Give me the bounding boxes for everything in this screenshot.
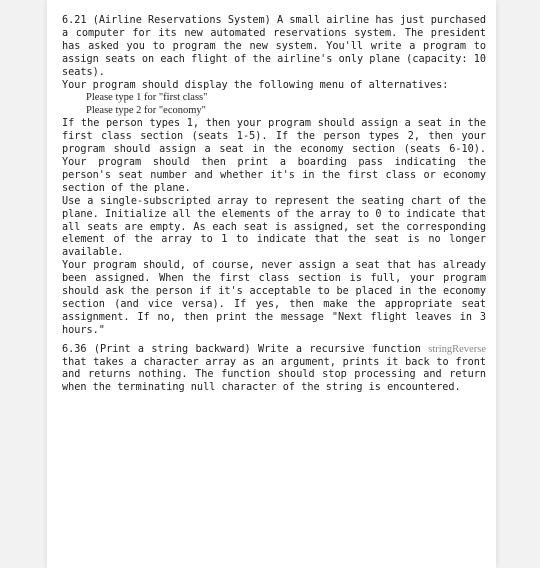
document-page [47, 0, 496, 568]
assignment-paragraph: If the person types 1, then your program should assign a seat in the first class section (seats 1-5). If the person types 2, then your program should assign a seat in the economy section (seats 6-10). Your program should then print a boarding pass indicating the person's seat number and whether it's in the first class or economy section of the plane. [62, 118, 486, 194]
problem-6-36-rest: that takes a character array as an argument, prints it back to front and returns nothing. The function should stop processing and return when the terminating null character of the string is encountered. [62, 356, 486, 394]
menu-intro: Your program should display the following menu of alternatives: [62, 79, 449, 91]
menu-option-economy: Please type 2 for "economy" [86, 105, 206, 117]
array-paragraph: Use a single-subscripted array to represent the seating chart of the plane. Initialize all the elements of the array to 0 to indicate that all seats are empty. As each seat is assigned, set the corresponding element of the array to 1 to indicate that the seat is no longer available. [62, 195, 486, 259]
problem-6-36 [62, 344, 486, 396]
full-section-paragraph: Your program should, of course, never assign a seat that has already been assigned. When the first class section is full, your program should ask the person if it's acceptable to be placed in the economy section (and vice versa). If yes, then make the appropriate seat assignment. If no, then print the message "Next flight leaves in 3 hours." [62, 260, 486, 336]
menu-option-first-class: Please type 1 for "first class" [86, 92, 208, 104]
document-content [62, 15, 486, 395]
problem-6-36-lead: 6.36 (Print a string backward) Write a recursive function [62, 343, 421, 355]
function-name: stringReverse [428, 343, 486, 355]
problem-6-21-intro: 6.21 (Airline Reservations System) A small airline has just purchased a computer for its new automated reservations system. The president has asked you to program the new system. You'll write a program to assign seats on each flight of the airline's only plane (capacity: 10 seats). [62, 15, 486, 78]
